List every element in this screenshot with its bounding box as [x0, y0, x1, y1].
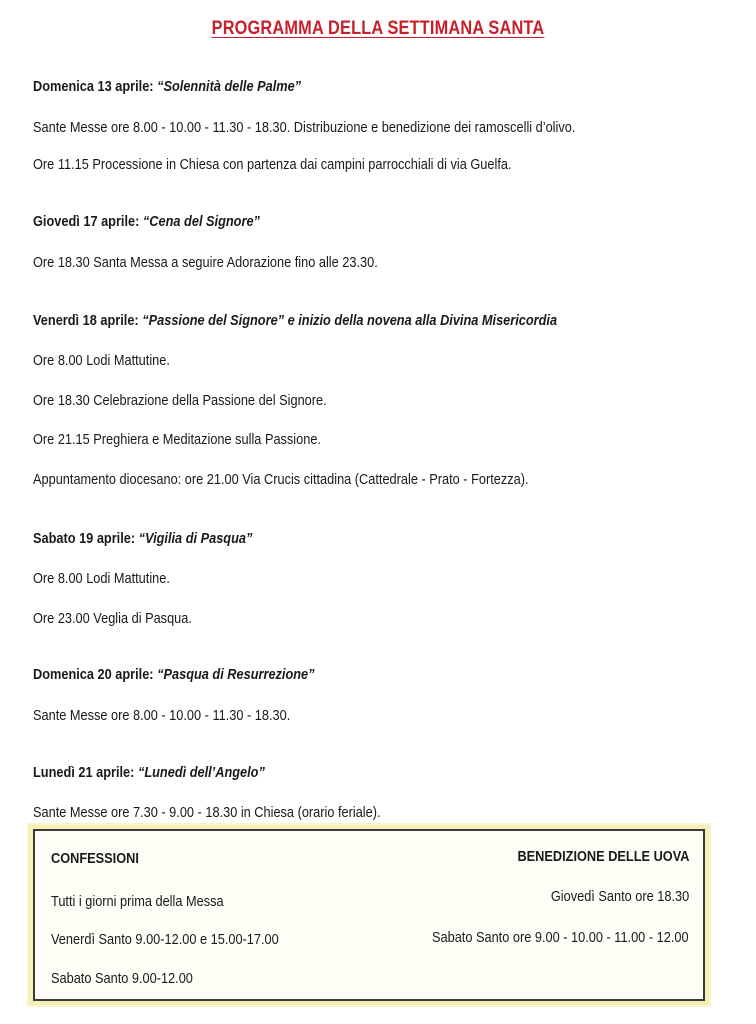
day-date: Domenica 20 aprile: — [33, 667, 154, 683]
schedule-line: Sante Messe ore 8.00 - 10.00 - 11.30 - 18.30. Distribuzione e benedizione dei ramoscelli d’olivo. — [33, 120, 576, 136]
day-feast: “Passione del Signore” — [142, 313, 285, 329]
day-feast-suffix: e inizio della novena alla Divina Misericordia — [284, 313, 558, 329]
day-date: Lunedì 21 aprile: — [33, 765, 135, 781]
day-date: Domenica 13 aprile: — [33, 79, 154, 95]
schedule-line: Ore 11.15 Processione in Chiesa con partenza dai campini parrocchiali di via Guelfa. — [33, 157, 512, 173]
day-heading — [33, 531, 252, 547]
schedule-line: Sante Messe ore 7.30 - 9.00 - 18.30 in Chiesa (orario feriale). — [33, 805, 381, 821]
day-heading — [33, 79, 301, 95]
confessions-line: Tutti i giorni prima della Messa — [51, 894, 224, 910]
day-feast: “Lunedì dell’Angelo” — [137, 765, 265, 781]
schedule-line: Ore 21.15 Preghiera e Meditazione sulla Passione. — [33, 432, 321, 448]
confessions-line: Sabato Santo 9.00-12.00 — [51, 971, 193, 987]
schedule-line: Ore 8.00 Lodi Mattutine. — [33, 571, 170, 587]
schedule-line: Ore 18.30 Celebrazione della Passione del Signore. — [33, 393, 327, 409]
page-title: PROGRAMMA DELLA SETTIMANA SANTA — [211, 18, 545, 39]
day-feast: “Vigilia di Pasqua” — [138, 531, 253, 547]
day-heading — [33, 214, 260, 230]
day-feast: “Pasqua di Resurrezione” — [157, 667, 315, 683]
confessions-heading: CONFESSIONI — [51, 851, 139, 867]
day-date: Giovedì 17 aprile: — [33, 214, 140, 230]
schedule-line: Ore 8.00 Lodi Mattutine. — [33, 353, 170, 369]
schedule-line: Appuntamento diocesano: ore 21.00 Via Crucis cittadina (Cattedrale - Prato - Fortezza). — [33, 472, 529, 488]
day-heading — [33, 313, 557, 329]
schedule-line: Ore 18.30 Santa Messa a seguire Adorazione fino alle 23.30. — [33, 255, 378, 271]
confessions-line: Venerdì Santo 9.00-12.00 e 15.00-17.00 — [51, 932, 279, 948]
day-date: Sabato 19 aprile: — [33, 531, 136, 547]
day-date: Venerdì 18 aprile: — [33, 313, 139, 329]
day-heading — [33, 667, 315, 683]
egg-blessing-line: Giovedì Santo ore 18.30 — [550, 889, 689, 905]
day-feast: “Solennità delle Palme” — [157, 79, 302, 95]
day-heading — [33, 765, 265, 781]
egg-blessing-heading: BENEDIZIONE DELLE UOVA — [516, 849, 689, 865]
confessions-box — [33, 829, 705, 1001]
schedule-line: Ore 23.00 Veglia di Pasqua. — [33, 611, 192, 627]
schedule-line: Sante Messe ore 8.00 - 10.00 - 11.30 - 18.30. — [33, 708, 291, 724]
day-feast: “Cena del Signore” — [142, 214, 260, 230]
egg-blessing-line: Sabato Santo ore 9.00 - 10.00 - 11.00 - 12.00 — [432, 930, 689, 946]
